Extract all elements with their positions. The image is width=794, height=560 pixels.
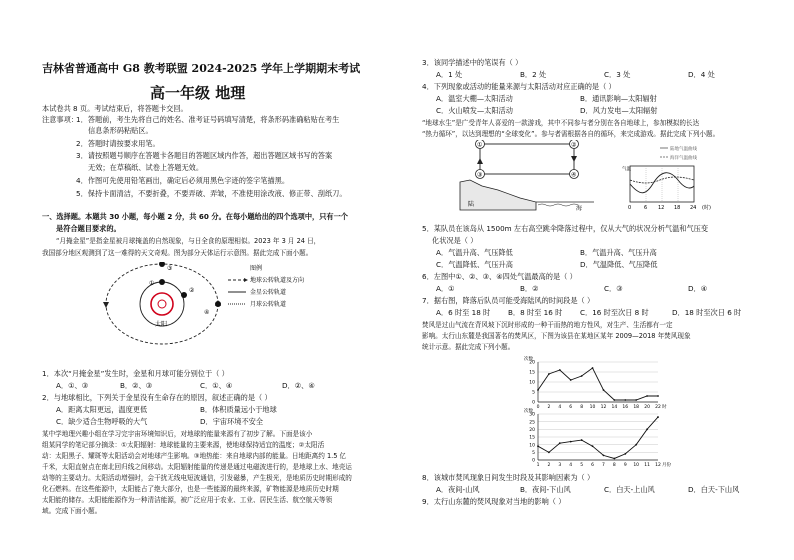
passage-line: 太阳能的储存。太阳能能源作为一种清洁能源，被广泛应用于农业、工业、居民生活、航空航天等领 <box>42 496 333 504</box>
data-point <box>635 444 637 446</box>
data-point <box>548 451 550 453</box>
data-point <box>646 428 648 430</box>
y-tick-label: 10 <box>529 443 535 449</box>
q5-option-d[interactable]: D．气温降低、气压降低 <box>580 260 658 269</box>
passage-line: 影响。太行山东麓是我国著名的焚风区，下图为该县在某地区某年 2009—2018 年焚风现象 <box>422 332 691 340</box>
x-tick: 18 <box>674 205 681 211</box>
legend-entry: 海洋气温曲线 <box>670 156 697 161</box>
temperature-curve-figure <box>620 140 730 216</box>
q5-option-c[interactable]: C．气温降低、气压升高 <box>436 260 513 269</box>
q1-stem: 1．本次“月掩金星”发生时，金星和月球可能分别位于（ ） <box>42 369 229 378</box>
x-tick-label: 12 <box>655 463 661 468</box>
y-tick-label: 30 <box>529 412 535 418</box>
y-tick-label: 20 <box>529 360 535 366</box>
q6-stem: 6．左图中①、②、③、④四处气温最高的是（ ） <box>422 272 577 281</box>
legend-entry: 月球公转轨道 <box>250 301 287 308</box>
q2-option-b[interactable]: B．体积质量远小于地球 <box>200 405 277 414</box>
y-axis-label: 次数 <box>524 357 533 362</box>
note-line: 2．答题时请按要求用笔。 <box>76 139 160 148</box>
passage-line: 焚风是过山气流在背风坡下沉时形成的一种干而热的地方性风，对生产、生活都有一定 <box>422 321 673 329</box>
passage-line: “地球水生”是广受青年人喜爱的一款游戏，其中不同参与者分别在各自地球上，参加模拟的长达 <box>422 119 700 127</box>
y-tick-label: 5 <box>532 390 535 396</box>
orbit-figure <box>100 262 390 362</box>
q3-option-b[interactable]: B．2 处 <box>520 70 547 79</box>
y-tick-label: 15 <box>529 370 535 376</box>
passage-line: 千米，太阳直射点在南北回归线之间移动。太阳辐射能量的传递是通过电磁波进行的，是地球上水、地壳运 <box>42 463 352 471</box>
orbit-arrow-icon <box>103 302 109 308</box>
data-point <box>570 441 572 443</box>
q6-option-a[interactable]: A．① <box>436 284 455 293</box>
y-tick-label: 0 <box>532 458 535 464</box>
circulation-loop <box>480 144 574 174</box>
q5-stem: 5．某队员在该岛从 1500m 左右高空跳伞降落过程中，仅从大气的状况分析气温和气压变 <box>422 224 709 233</box>
passage-line: 动：太阳黑子、耀斑等太阳活动会对地球产生影响。③地热能：来自地球内部的能量。日地距离约 1.5 亿 <box>42 452 347 460</box>
x-tick-label: 11 <box>644 463 650 468</box>
data-point <box>613 399 615 401</box>
q7-option-d[interactable]: D．18 时至次日 6 时 <box>672 308 742 317</box>
passage-line: 某中学地理兴趣小组在学习完宇宙环境知识后，对地球的能量来源有了初步了解。下面是该小 <box>42 430 313 438</box>
note-line: 4．作图可先使用铅笔画出，确定后必须用黑色字迹的签字笔描黑。 <box>76 176 290 185</box>
foehn-monthly-chart <box>520 408 680 470</box>
q1-option-a[interactable]: A．①、③ <box>56 381 89 390</box>
x-tick-label: 6 <box>569 405 573 410</box>
x-tick-label: 20 <box>644 405 650 410</box>
q2-stem: 2．与地球相比，下列关于金星没有生命存在的原因，叙述正确的是（ ） <box>42 393 272 402</box>
position-label: ② <box>189 287 195 294</box>
passage-line: 组某同学的笔记部分摘录：①太阳辐射：地球能量的主要来源，使地球保持适宜的温度；②太阳活 <box>42 441 325 449</box>
y-axis-label: 次数 <box>524 409 533 414</box>
x-tick-label: 6 <box>591 463 594 468</box>
x-unit: (时) <box>702 205 711 211</box>
q5-stem: 化状况是（ ） <box>432 236 478 245</box>
x-tick-label: 14 <box>611 405 618 410</box>
y-tick-label: 5 <box>532 450 535 456</box>
exam-intro: 本试卷共 8 页。考试结束后，将答题卡交回。 <box>42 104 188 113</box>
y-tick-label: 15 <box>529 435 535 441</box>
y-tick-label: 20 <box>529 427 535 433</box>
x-tick: 6 <box>644 205 648 211</box>
note-line: 1．答题前，考生先将自己的姓名、准考证号码填写清楚，将条形码准确粘贴在考生 <box>76 115 340 124</box>
foehn-hourly-chart <box>520 356 680 414</box>
q4-option-d[interactable]: D．风力发电—太阳辐射 <box>580 106 658 115</box>
point-label: ③ <box>477 171 483 179</box>
q7-option-a[interactable]: A．6 时至 18 时 <box>436 308 491 317</box>
passage-line: 统计示意。据此完成下列小题。 <box>422 343 515 351</box>
data-point <box>548 373 550 375</box>
passage-line: “热力循环”，以达到理想的“全球变化”。参与者需根据各自的循环，来完成游戏。据此完成下列小题。 <box>422 130 720 138</box>
x-tick-label: 7 <box>602 463 605 468</box>
land-label: 陆 <box>468 201 475 208</box>
q7-option-c[interactable]: C．16 时至次日 8 时 <box>580 308 649 317</box>
data-point <box>624 399 626 401</box>
x-tick-label: 4 <box>558 405 562 410</box>
q8-option-a[interactable]: A．夜间-山风 <box>436 485 480 494</box>
y-tick-label: 25 <box>529 420 535 426</box>
legend-entry: 金星公转轨道 <box>250 289 287 296</box>
data-point <box>613 458 615 460</box>
earth-icon <box>215 301 221 307</box>
q3-option-d[interactable]: D．4 处 <box>688 70 715 79</box>
q4-option-a[interactable]: A．温室大棚—太阳活动 <box>436 94 513 103</box>
q3-option-a[interactable]: A．1 处 <box>436 70 463 79</box>
passage-line: 化石燃料。在这些能源中，太阳能占了绝大部分，也是一些能源的最终来源，矿物能源是地质历史时期 <box>42 485 339 493</box>
x-tick-label: 5 <box>580 463 584 468</box>
q6-option-d[interactable]: D．④ <box>688 284 708 293</box>
position-label: ① <box>149 280 155 287</box>
notes-label: 注意事项： <box>42 115 78 124</box>
data-point <box>657 416 659 418</box>
x-tick-label: 18 <box>633 405 640 410</box>
note-line: 无效；在草稿纸、试卷上答题无效。 <box>88 163 204 172</box>
point-label: ④ <box>571 171 577 179</box>
data-point <box>570 379 572 381</box>
venus-position <box>181 292 187 298</box>
x-tick-label: 2 <box>547 405 551 410</box>
x-tick-label: 2 <box>547 463 551 468</box>
data-point <box>657 395 659 397</box>
q8-option-b[interactable]: B．夜间-下山风 <box>520 485 571 494</box>
q7-option-b[interactable]: B．8 时至 16 时 <box>508 308 563 317</box>
y-tick-label: 10 <box>529 380 535 386</box>
data-point <box>603 389 605 391</box>
q9-stem: 9．太行山东麓的焚风现象对当地的影响（ ） <box>422 497 566 506</box>
legend-title: 图例 <box>250 265 263 272</box>
sea-label: 海 <box>576 205 583 212</box>
circulation-figure <box>458 140 598 212</box>
q1-option-d[interactable]: D．②、④ <box>282 381 315 390</box>
data-point <box>537 389 539 391</box>
exam-subtitle: 高一年级 地理 <box>150 84 246 102</box>
data-point <box>559 369 561 371</box>
x-axis-label: 月份 <box>662 463 671 468</box>
q5-option-b[interactable]: B．气温升高、气压升高 <box>580 248 657 257</box>
data-point <box>624 453 626 455</box>
series-line <box>538 368 658 400</box>
x-tick: 24 <box>690 205 697 211</box>
x-tick-label: 0 <box>536 405 540 410</box>
q1-option-c[interactable]: C．①、④ <box>200 381 233 390</box>
section-intro: 是符合题目要求的。 <box>56 224 121 233</box>
data-point <box>635 399 637 401</box>
x-tick-label: 1 <box>536 463 540 468</box>
x-axis-label: 时 <box>662 405 667 410</box>
q8-option-d[interactable]: D．白天-下山风 <box>688 485 740 494</box>
x-tick-label: 4 <box>569 463 573 468</box>
passage-line: 域。完成下面小题。 <box>42 507 102 515</box>
point-label: ② <box>571 141 577 149</box>
q6-option-b[interactable]: B．② <box>520 284 539 293</box>
q5-option-a[interactable]: A．气温升高、气压降低 <box>436 248 513 257</box>
data-point <box>559 442 561 444</box>
section-intro: 一、选择题。本题共 30 小题，每小题 2 分，共 60 分。在每小题给出的四个选项中，只有一个 <box>42 212 348 221</box>
x-tick: 0 <box>628 205 632 211</box>
exam-title: 吉林省普通高中 G8 教考联盟 2024-2025 学年上学期期末考试 <box>42 62 361 75</box>
x-tick-label: 16 <box>622 405 629 410</box>
q4-stem: 4．下列现象或活动的能量来源与太阳活动对应正确的是（ ） <box>422 82 616 91</box>
x-tick: 12 <box>658 205 665 211</box>
q2-option-d[interactable]: D．宇宙环境不安全 <box>200 417 264 426</box>
passage-line: 我国部分地区观测到了这一难得的天文奇观。图为部分天体运行示意图。据此完成下面小题。 <box>42 249 313 257</box>
note-line: 3．请按照题号顺序在答题卡各题目的答题区域内作答，超出答题区域书写的答案 <box>76 151 333 160</box>
note-line: 5．保持卡面清洁，不要折叠，不要弄破、弄皱，不准使用涂改液、修正带、刮纸刀。 <box>76 189 347 198</box>
y-axis-label: 气温 <box>622 167 631 172</box>
position-label: ④ <box>204 309 210 316</box>
data-point <box>592 367 594 369</box>
x-tick-label: 8 <box>580 405 584 410</box>
data-point <box>581 439 583 441</box>
passage-line: 动等的主要动力。太阳活动增强时，会干扰无线电短波通信，引发磁暴，产生极光，是地质历史时期形成的 <box>42 474 352 482</box>
data-point <box>646 395 648 397</box>
legend-entry: 地球公转轨道及方向 <box>250 277 305 284</box>
x-tick-label: 10 <box>589 405 596 410</box>
q4-option-b[interactable]: B．通讯影响—太阳辐射 <box>580 94 657 103</box>
legend-entry: 陆地气温曲线 <box>670 147 697 152</box>
data-point <box>592 445 594 447</box>
q1-option-b[interactable]: B．②、③ <box>120 381 153 390</box>
earth-icon <box>159 262 165 267</box>
x-tick-label: 22 <box>655 405 661 410</box>
x-tick-label: 10 <box>633 463 640 468</box>
q3-stem: 3．该同学描述中的笔误有（ ） <box>422 58 523 67</box>
q4-option-c[interactable]: C．火山喷发—太阳活动 <box>436 106 513 115</box>
q6-option-c[interactable]: C．③ <box>604 284 623 293</box>
note-line: 信息条形码粘贴区。 <box>88 126 153 135</box>
position-label: ③ <box>167 265 173 272</box>
q2-option-c[interactable]: C．缺少适合生物呼吸的大气 <box>56 417 148 426</box>
venus-position <box>159 279 165 285</box>
data-point <box>581 375 583 377</box>
x-tick-label: 12 <box>600 405 607 410</box>
x-tick-label: 8 <box>612 463 616 468</box>
point-label: ① <box>477 141 483 149</box>
sun-label: 太阳 <box>155 321 168 328</box>
data-point <box>537 445 539 447</box>
q7-stem: 7．据右图，降落后队员可能受海陆风的时间段是（ ） <box>422 296 595 305</box>
q3-option-c[interactable]: C．3 处 <box>604 70 631 79</box>
x-tick-label: 3 <box>558 463 562 468</box>
data-point <box>603 455 605 457</box>
q2-option-a[interactable]: A．距离太阳更远，温度更低 <box>56 405 148 414</box>
passage-line: “月掩金星”是指金星被月球掩盖的自然现象，与日全食的原理相似。2023 年 3 月 24 日， <box>56 237 321 245</box>
x-tick-label: 9 <box>623 463 627 468</box>
q8-stem: 8．该城市焚风现象日间发生时段及其影响因素为（ ） <box>422 473 595 482</box>
y-tick-label: 0 <box>532 400 535 406</box>
q8-option-c[interactable]: C．白天-上山风 <box>604 485 655 494</box>
